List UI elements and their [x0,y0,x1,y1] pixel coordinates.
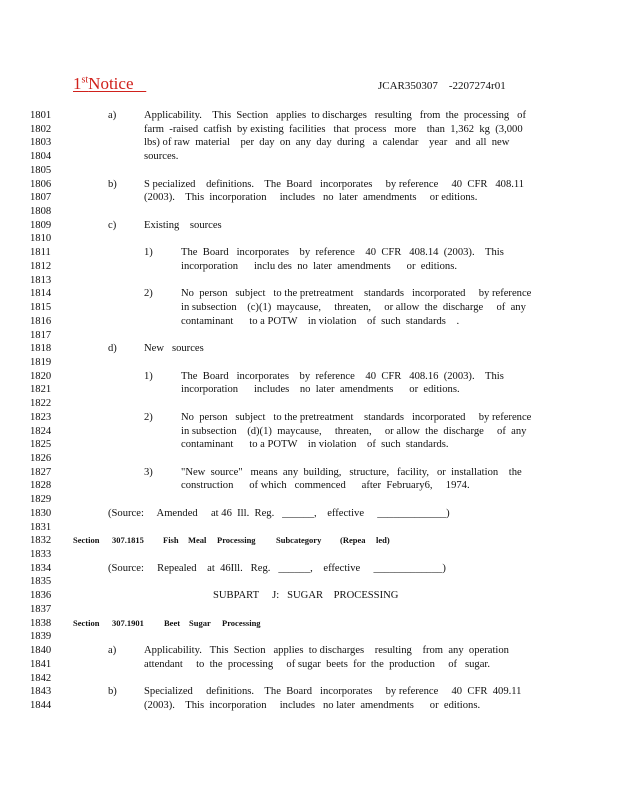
line-number: 1844 [30,699,52,711]
section-heading-word: 307.1901 [112,617,144,628]
document-line [0,438,618,452]
line-number: 1829 [30,494,52,506]
section-heading-word: Processing [222,617,261,628]
line-text: lbs) of raw material per day on any day during a calendar year and all new [144,137,510,149]
line-number: 1821 [30,384,52,396]
line-number: 1826 [30,453,52,464]
item-label: 1) [144,370,153,382]
line-text: incorporation includes no later amendments or editions. [181,384,460,396]
document-line [0,191,618,205]
document-line [0,575,618,589]
section-heading-word: Subcategory [276,535,322,546]
document-line [0,219,618,233]
line-number: 1835 [30,576,52,588]
line-text: Applicability. This Section applies to discharges resulting from any operation [144,645,509,657]
document-line [0,603,618,617]
section-heading-word: Fish [163,535,179,546]
item-label: 3) [144,466,153,478]
document-line [0,178,618,192]
line-number: 1818 [30,343,52,355]
notice-ordinal: st [81,74,89,86]
line-text: New sources [144,343,204,355]
line-number: 1812 [30,260,52,272]
line-number: 1817 [30,329,52,341]
item-label: 1) [144,247,153,259]
document-line [0,452,618,466]
line-text: No person subject to the pretreatment standards incorporated by reference [181,411,532,423]
section-heading-word: Beet [164,617,181,628]
line-number: 1803 [30,137,52,149]
document-line [0,164,618,178]
line-number: 1839 [30,631,52,643]
section-heading-word: (Repea [340,535,366,546]
line-text: in subsection (d)(1) maycause, threaten, or allow the discharge of any [181,425,527,437]
line-text: The Board incorporates by reference 40 CFR 408.14 (2003). This [181,247,504,259]
line-text: (Source: Amended at 46 Ill. Reg. ______, effective _____________) [108,507,450,519]
line-text: The Board incorporates by reference 40 CFR 408.16 (2003). This [181,370,504,382]
line-text: contaminant to a POTW in violation of such standards . [181,315,460,327]
line-number: 1802 [30,123,52,135]
line-number: 1823 [30,411,52,423]
item-label: 2) [144,411,153,423]
line-number: 1810 [30,233,52,245]
document-line [0,672,618,686]
line-number: 1822 [30,398,52,410]
document-line [0,699,618,713]
document-line [0,329,618,343]
section-heading-word: Section [73,535,100,546]
line-number: 1841 [30,658,52,670]
item-label: a) [108,110,117,121]
line-number: 1805 [30,164,52,176]
line-text: construction of which commenced after February6, 1974. [181,480,470,492]
line-number: 1816 [30,315,52,327]
section-heading-word: led) [376,535,390,546]
item-label: a) [108,645,117,657]
item-label: 2) [144,288,153,300]
line-text: "New source" means any building, structure, facility, or installation the [181,466,522,478]
item-label: c) [108,219,117,231]
document-line [0,466,618,480]
line-text: SUBPART J: SUGAR PROCESSING [213,590,399,602]
line-number: 1825 [30,439,52,451]
document-line [0,205,618,219]
document-line [0,356,618,370]
document-line [0,658,618,672]
line-text: Applicability. This Section applies to discharges resulting from the processing of [144,110,527,121]
document-line [0,411,618,425]
document-line [0,397,618,411]
line-number: 1813 [30,274,52,286]
document-line [0,287,618,301]
document-line [0,548,618,562]
document-id: JCAR350307 -2207274r01 [378,80,506,92]
line-number: 1837 [30,603,52,615]
document-line [0,507,618,521]
line-number: 1842 [30,672,52,684]
notice-heading [73,74,146,94]
document-line [0,260,618,274]
line-text: Specialized definitions. The Board incorporates by reference 40 CFR 409.11 [144,686,522,698]
line-number: 1843 [30,686,52,698]
document-line [0,521,618,535]
line-text: (Source: Repealed at 46Ill. Reg. ______, effective _____________) [108,562,446,574]
line-number: 1824 [30,425,52,437]
document-line [0,301,618,315]
line-number: 1831 [30,521,52,533]
line-text: (2003). This incorporation includes no later amendments or editions. [144,192,478,204]
document-line [0,562,618,576]
notice-word: Notice [88,74,134,93]
document-line [0,136,618,150]
line-number: 1815 [30,302,52,314]
line-number: 1806 [30,178,52,190]
document-line [0,425,618,439]
notice-number: 1 [73,74,82,93]
line-number: 1827 [30,466,52,478]
line-number: 1834 [30,562,52,574]
line-text: attendant to the processing of sugar beets for the production of sugar. [144,658,490,670]
line-text: Existing sources [144,219,222,231]
item-label: d) [108,343,117,355]
document-line [0,246,618,260]
document-line [0,150,618,164]
document-line [0,534,618,548]
document-line [0,383,618,397]
line-number: 1801 [30,110,52,121]
line-text: S pecialized definitions. The Board incorporates by reference 40 CFR 408.11 [144,178,525,190]
line-number: 1833 [30,549,52,561]
line-text: in subsection (c)(1) maycause, threaten, or allow the discharge of any [181,302,526,314]
document-line [0,342,618,356]
line-number: 1828 [30,480,52,492]
line-number: 1838 [30,617,52,629]
document-line [0,123,618,137]
document-line [0,232,618,246]
line-text: (2003). This incorporation includes no later amendments or editions. [144,699,481,711]
line-text: farm -raised catfish by existing facilities that process more than 1,362 kg (3,000 [144,123,523,135]
document-line [0,644,618,658]
item-label: b) [108,178,117,190]
section-heading-word: Meal [188,535,207,546]
document-line [0,315,618,329]
line-text: No person subject to the pretreatment standards incorporated by reference [181,288,532,300]
document-line [0,109,618,123]
line-number: 1819 [30,356,52,368]
line-number: 1811 [30,247,51,259]
section-heading-word: Section [73,617,100,628]
document-line [0,685,618,699]
line-text: incorporation inclu des no later amendments or editions. [181,260,457,272]
document-line [0,589,618,603]
line-text: sources. [144,151,179,163]
line-number: 1807 [30,192,52,204]
line-number: 1804 [30,151,52,163]
line-number: 1832 [30,535,52,547]
line-number: 1808 [30,206,52,218]
section-heading-word: Processing [217,535,256,546]
document-line [0,370,618,384]
line-text: contaminant to a POTW in violation of such standards. [181,439,449,451]
item-label: b) [108,686,117,698]
document-line [0,630,618,644]
section-heading-word: 307.1815 [112,535,144,546]
document-line [0,493,618,507]
document-line [0,617,618,631]
line-number: 1840 [30,645,52,657]
line-number: 1836 [30,590,52,602]
line-number: 1814 [30,288,52,300]
document-line [0,479,618,493]
line-number: 1809 [30,219,52,231]
line-number: 1820 [30,370,52,382]
line-number: 1830 [30,507,52,519]
document-line [0,274,618,288]
section-heading-word: Sugar [189,617,211,628]
